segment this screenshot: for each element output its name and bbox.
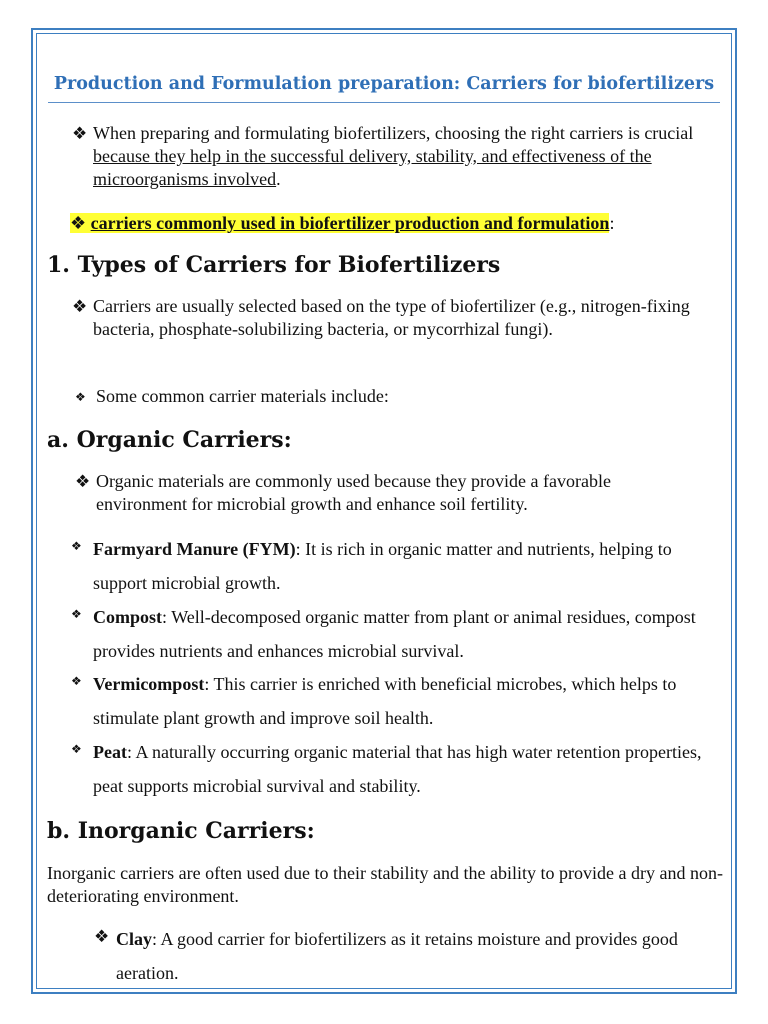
- diamond-bullet-icon: ❖: [71, 742, 82, 756]
- organic-intro-text: Organic materials are commonly used because they provide a favorable environment for microbial growth and enhance soil fertility.: [96, 471, 611, 514]
- term-clay: Clay: [116, 929, 152, 949]
- intro-end: .: [276, 169, 281, 189]
- intro-underlined-text: because they help in the successful delivery, stability, and effectiveness of the microorganisms involved: [93, 146, 652, 189]
- diamond-bullet-icon: ❖: [72, 124, 88, 143]
- section-heading-organic: a. Organic Carriers:: [47, 427, 292, 453]
- inorganic-intro-text: Inorganic carriers are often used due to their stability and the ability to provide a dry and non-deteriorating environment.: [47, 863, 723, 906]
- diamond-bullet-icon: ❖: [71, 539, 82, 553]
- diamond-bullet-icon: ❖: [75, 472, 91, 491]
- list-item-vermicompost: Vermicompost: This carrier is enriched with beneficial microbes, which helps to stimulate plant growth and improve soil health.: [93, 674, 677, 728]
- term-compost: Compost: [93, 607, 163, 627]
- diamond-bullet-icon: ❖: [70, 213, 87, 233]
- list-item-peat: Peat: A naturally occurring organic material that has high water retention properties, peat supports microbial survival and stability.: [93, 742, 702, 796]
- term-fym: Farmyard Manure (FYM): [93, 539, 296, 559]
- page-title: Production and Formulation preparation: Carriers for biofertilizers: [53, 74, 715, 94]
- list-item-clay: Clay: A good carrier for biofertilizers as it retains moisture and provides good aeration.: [116, 929, 678, 983]
- section-heading-inorganic: b. Inorganic Carriers:: [47, 818, 315, 844]
- highlight-end: :: [609, 213, 615, 233]
- list-item-fym: Farmyard Manure (FYM): It is rich in organic matter and nutrients, helping to support microbial growth.: [93, 539, 672, 593]
- term-vermicompost: Vermicompost: [93, 674, 205, 694]
- intro-paragraph: [93, 122, 733, 191]
- diamond-bullet-icon: ❖: [71, 607, 82, 621]
- title-underline: [48, 102, 720, 103]
- carrier-selection-text: Carriers are usually selected based on the type of biofertilizer (e.g., nitrogen-fixing bacteria, phosphate-solubilizing bacteria, or mycorrhizal fungi).: [93, 296, 690, 339]
- diamond-bullet-icon: ❖: [94, 927, 110, 946]
- highlight-line: [70, 212, 614, 235]
- diamond-bullet-icon: ❖: [72, 297, 88, 316]
- section-heading-types: 1. Types of Carriers for Biofertilizers: [47, 252, 501, 278]
- term-peat: Peat: [93, 742, 127, 762]
- diamond-bullet-icon: ❖: [71, 674, 82, 688]
- common-materials-text: Some common carrier materials include:: [96, 386, 389, 406]
- highlighted-text: carriers commonly used in biofertilizer production and formulation: [90, 213, 610, 233]
- diamond-bullet-icon: ❖: [75, 390, 86, 404]
- intro-text: When preparing and formulating biofertilizers, choosing the right carriers is crucial: [93, 123, 694, 143]
- list-item-compost: Compost: Well-decomposed organic matter from plant or animal residues, compost provides nutrients and enhances microbial survival.: [93, 607, 696, 661]
